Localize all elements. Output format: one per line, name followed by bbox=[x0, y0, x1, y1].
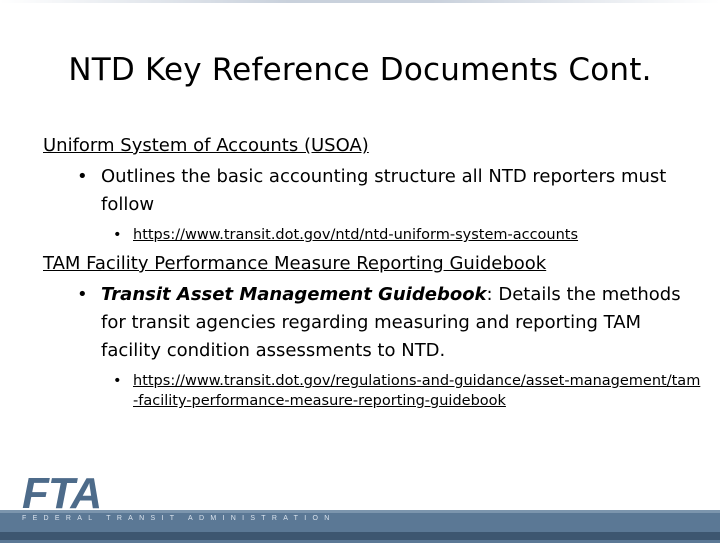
bullet-text: : Details the methods for transit agencies regarding measuring and reporting TAM facility condition assessments to NTD. bbox=[101, 284, 681, 361]
bullet-icon: • bbox=[113, 227, 122, 243]
sub-bullet-usoa-link bbox=[43, 225, 703, 245]
fta-logo: FTA bbox=[22, 469, 102, 518]
section-heading-tam: TAM Facility Performance Measure Reporting Guidebook bbox=[43, 253, 547, 274]
section-heading-usoa: Uniform System of Accounts (USOA) bbox=[43, 135, 369, 156]
bullet-italic-text: Transit Asset Management Guidebook bbox=[101, 284, 487, 305]
usoa-link[interactable]: https://www.transit.dot.gov/ntd/ntd-uniform-system-accounts bbox=[133, 227, 579, 243]
sub-bullet-tam-link bbox=[43, 371, 703, 411]
bullet-icon: • bbox=[77, 166, 88, 187]
fta-logo-subtitle: FEDERAL TRANSIT ADMINISTRATION bbox=[22, 515, 336, 522]
slide-content bbox=[43, 133, 703, 411]
footer-bottom-strip bbox=[0, 532, 720, 540]
bullet-icon: • bbox=[113, 373, 122, 389]
bullet-usoa bbox=[43, 163, 703, 219]
footer bbox=[0, 470, 720, 540]
slide-title: NTD Key Reference Documents Cont. bbox=[68, 52, 652, 88]
top-divider bbox=[0, 0, 720, 3]
tam-guidebook-link[interactable]: https://www.transit.dot.gov/regulations-and-guidance/asset-management/tam-facility-performance-measure-reporting-guidebook bbox=[133, 373, 701, 409]
bullet-tam bbox=[43, 281, 703, 365]
bullet-icon: • bbox=[77, 284, 88, 305]
bullet-text: Outlines the basic accounting structure all NTD reporters must follow bbox=[101, 166, 667, 215]
